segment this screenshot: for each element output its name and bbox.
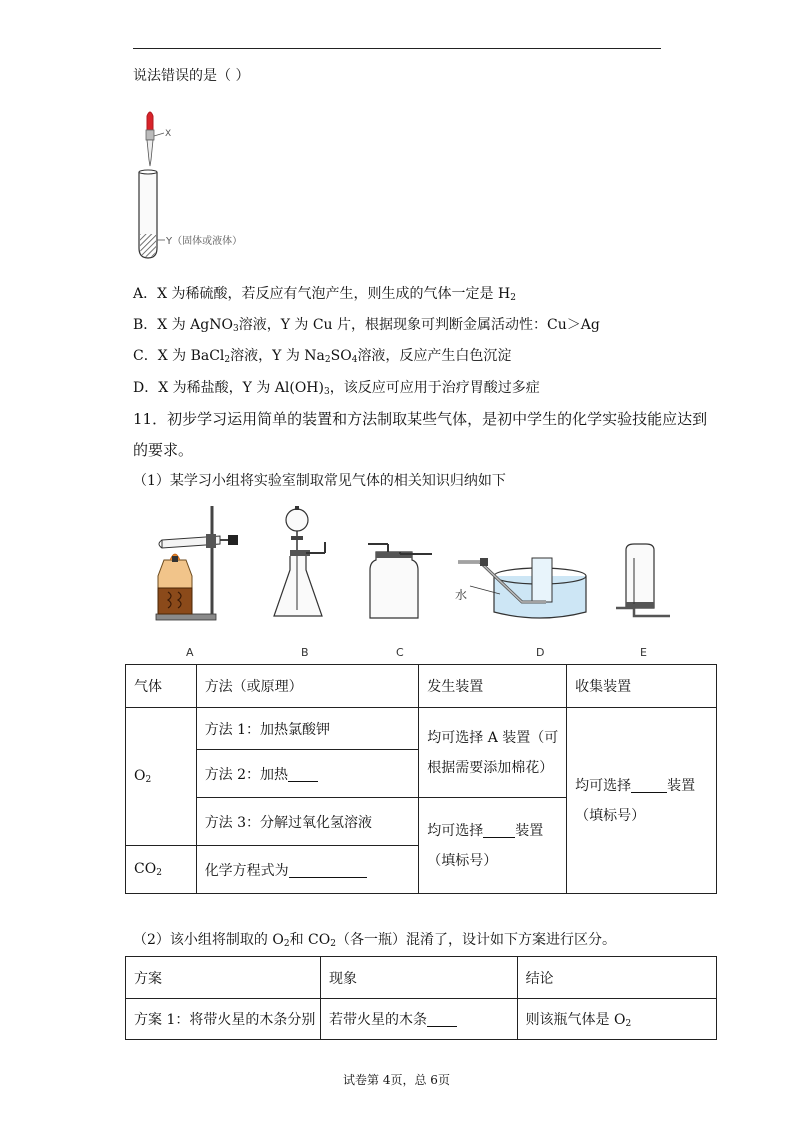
- apparatus-e: [616, 544, 670, 616]
- question-tail: 说法错误的是（ ）: [133, 68, 250, 84]
- apparatus-label-c: C: [396, 646, 404, 659]
- water-label: 水: [455, 588, 468, 602]
- distinguish-table: [125, 956, 717, 1040]
- cell-generator-a: 均可选择 A 装置（可 根据需要添加棉花）: [419, 708, 567, 798]
- header-collector: 收集装置: [567, 665, 717, 708]
- apparatus-label-e: E: [640, 646, 647, 659]
- page-footer: 试卷第 4页，总 6页: [343, 1073, 450, 1087]
- apparatus-figure: [150, 500, 690, 630]
- cell-method-2: 方法 2：加热: [196, 750, 419, 798]
- option-d: D．X 为稀盐酸，Y 为 $Al(OH)_3$，该反应可应用于治疗胃酸过多症: [133, 380, 540, 397]
- option-c: C．X 为 BaCl$_2$溶液，Y 为 $Na_2SO_4$溶液，反应产生白色沉淀: [133, 348, 512, 365]
- equation-blank[interactable]: [289, 863, 367, 878]
- cell-co2-method: 化学方程式为: [196, 846, 419, 894]
- cell-method-1: 方法 1：加热氯酸钾: [196, 708, 419, 750]
- header-method: 方法（或原理）: [196, 665, 419, 708]
- header-rule: [133, 48, 661, 49]
- cell-method-3: 方法 3：分解过氧化氢溶液: [196, 798, 419, 846]
- cell-generator-choice: 均可选择 装置 （填标号）: [419, 798, 567, 894]
- header-plan: 方案: [126, 957, 321, 999]
- phenomenon-blank[interactable]: [427, 1012, 457, 1027]
- header-generator: 发生装置: [419, 665, 567, 708]
- cell-plan-1: 方案 1：将带火星的木条分别: [126, 999, 321, 1040]
- cell-o2: $O_2$: [126, 708, 197, 846]
- apparatus-b: [274, 506, 325, 616]
- q11-part1: （1）某学习小组将实验室制取常见气体的相关知识归纳如下: [133, 473, 506, 489]
- cell-co2: $CO_2$: [126, 846, 197, 894]
- dropper: [146, 112, 154, 166]
- apparatus-label-b: B: [301, 646, 309, 659]
- header-conclusion: 结论: [517, 957, 716, 999]
- option-a: A．X 为稀硫酸，若反应有气泡产生，则生成的气体一定是 $H_2$: [133, 286, 516, 303]
- apparatus-a: [156, 506, 238, 620]
- collector-blank[interactable]: [631, 778, 667, 793]
- cell-collector: 均可选择 装置 （填标号）: [567, 708, 717, 894]
- q11-part2: （2）该小组将制取的 $O_2$和 $CO_2$（各一瓶）混淆了，设计如下方案进行区分。: [133, 932, 616, 949]
- generator-blank[interactable]: [483, 823, 515, 838]
- method2-blank[interactable]: [288, 767, 318, 782]
- apparatus-c: [368, 544, 432, 618]
- q11-line2: 的要求。: [133, 441, 194, 459]
- gas-preparation-table: [125, 664, 717, 894]
- cell-conclusion-1: 则该瓶气体是 $O_2$: [517, 999, 716, 1040]
- x-label: X: [165, 129, 172, 139]
- apparatus-label-d: D: [536, 646, 545, 659]
- header-gas: 气体: [126, 665, 197, 708]
- q11-line1: 11．初步学习运用简单的装置和方法制取某些气体，是初中学生的化学实验技能应达到: [133, 410, 708, 428]
- cell-phenomenon-1: 若带火星的木条: [320, 999, 517, 1040]
- dropper-test-tube-figure: [130, 108, 260, 263]
- header-phenomenon: 现象: [320, 957, 517, 999]
- test-tube: [139, 170, 157, 258]
- option-b: B．X 为 AgNO$_3$溶液，Y 为 Cu 片，根据现象可判断金属活动性：Cu＞Ag: [133, 317, 600, 334]
- y-label: Y（固体或液体）: [166, 236, 243, 247]
- apparatus-label-a: A: [186, 646, 194, 659]
- apparatus-d: [458, 558, 586, 618]
